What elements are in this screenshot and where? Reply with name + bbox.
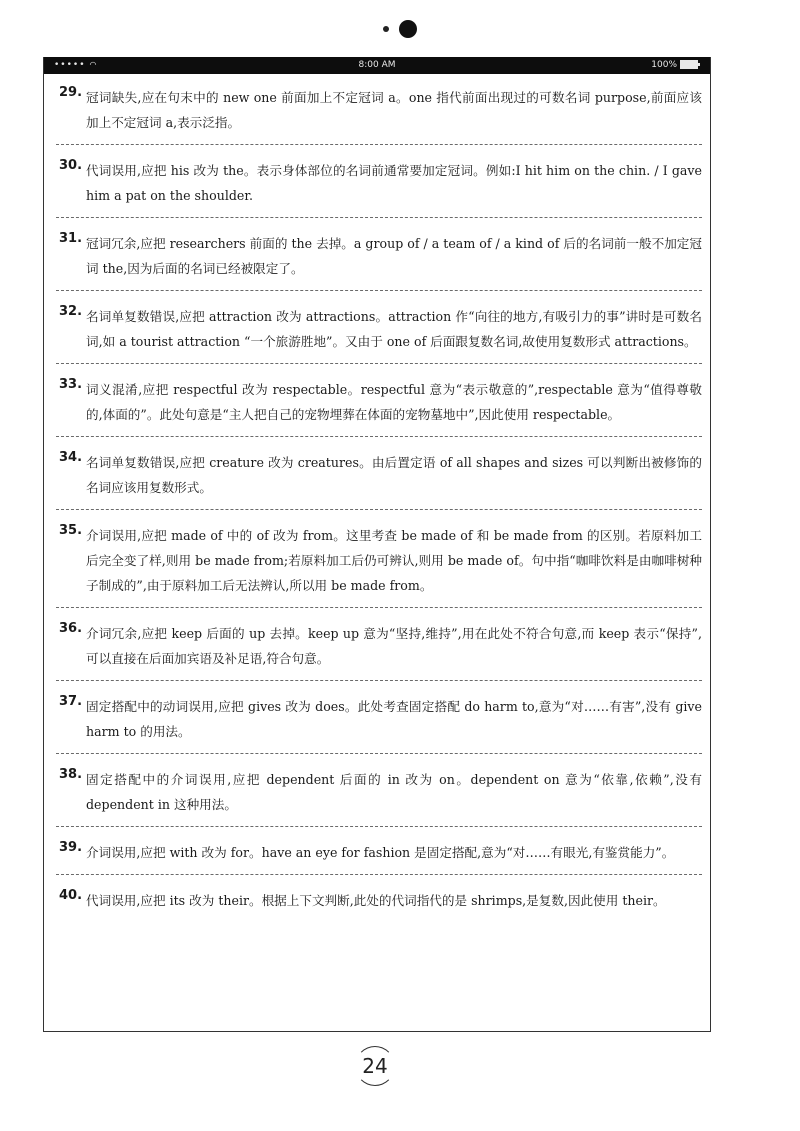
- answer-item: [56, 619, 702, 681]
- item-number: 29.: [59, 85, 83, 100]
- page-number: 24: [353, 1044, 397, 1088]
- item-number: 35.: [59, 523, 83, 538]
- item-number: 31.: [59, 231, 83, 246]
- answer-item: [56, 83, 702, 145]
- answer-item: [56, 521, 702, 608]
- answer-item: [56, 229, 702, 291]
- battery-icon: [680, 60, 698, 69]
- camera-indicator: [0, 18, 800, 38]
- wifi-icon: ◠: [89, 60, 98, 69]
- battery-percent: 100%: [651, 60, 677, 70]
- item-number: 32.: [59, 304, 83, 319]
- item-text: 固定搭配中的介词误用,应把 dependent 后面的 in 改为 on。dependent on 意为“依靠,依赖”,没有 dependent in 这种用法。: [86, 772, 702, 812]
- item-text: 名词单复数错误,应把 creature 改为 creatures。由后置定语 of all shapes and sizes 可以判断出被修饰的名词应该用复数形式。: [86, 455, 702, 495]
- answer-item: [56, 302, 702, 364]
- item-text: 介词误用,应把 with 改为 for。have an eye for fashion 是固定搭配,意为“对……有眼光,有鉴赏能力”。: [86, 845, 675, 860]
- item-text: 介词冗余,应把 keep 后面的 up 去掉。keep up 意为“坚持,维持”,用在此处不符合句意,而 keep 表示“保持”,可以直接在后面加宾语及补足语,符合句意。: [86, 626, 702, 666]
- item-number: 33.: [59, 377, 83, 392]
- item-text: 名词单复数错误,应把 attraction 改为 attractions。attraction 作“向往的地方,有吸引力的事”讲时是可数名词,如 a tourist attraction “一个旅游胜地”。又由于 one of 后面跟复数名词,故使用复数形式 attractions。: [86, 309, 702, 349]
- item-text: 代词误用,应把 his 改为 the。表示身体部位的名词前通常要加定冠词。例如:I hit him on the chin. / I gave him a pat on the shoulder.: [86, 163, 702, 203]
- item-number: 36.: [59, 621, 83, 636]
- answer-item: [56, 765, 702, 827]
- item-text: 代词误用,应把 its 改为 their。根据上下文判断,此处的代词指代的是 shrimps,是复数,因此使用 their。: [86, 893, 666, 908]
- item-number: 38.: [59, 767, 83, 782]
- answer-list: [56, 83, 702, 933]
- answer-item: [56, 692, 702, 754]
- item-number: 37.: [59, 694, 83, 709]
- status-time: 8:00 AM: [358, 60, 396, 70]
- battery-status: [651, 60, 698, 70]
- item-text: 词义混淆,应把 respectful 改为 respectable。respectful 意为“表示敬意的”,respectable 意为“值得尊敬的,体面的”。此处句意是“主人把自己的宠物埋葬在体面的宠物墓地中”,因此使用 respectable。: [86, 382, 702, 422]
- camera-icon: [399, 20, 417, 38]
- item-number: 30.: [59, 158, 83, 173]
- item-text: 固定搭配中的动词误用,应把 gives 改为 does。此处考查固定搭配 do harm to,意为“对……有害”,没有 give harm to 的用法。: [86, 699, 702, 739]
- signal-indicator: ••••• ◠: [54, 60, 98, 70]
- item-number: 34.: [59, 450, 83, 465]
- item-text: 冠词缺失,应在句末中的 new one 前面加上不定冠词 a。one 指代前面出现过的可数名词 purpose,前面应该加上不定冠词 a,表示泛指。: [86, 90, 702, 130]
- answer-item: [56, 448, 702, 510]
- answer-item: [56, 886, 702, 922]
- item-text: 介词误用,应把 made of 中的 of 改为 from。这里考查 be made of 和 be made from 的区别。若原料加工后完全变了样,则用 be made from;若原料加工后仍可辨认,则用 be made of。句中指“咖啡饮料是由咖啡树种子制成的”,由于原料加工后无法辨认,所以用 be made from。: [86, 528, 702, 593]
- answer-item: [56, 156, 702, 218]
- answer-item: [56, 375, 702, 437]
- device-frame: [43, 57, 711, 1032]
- sensor-dot-icon: [383, 26, 389, 32]
- item-number: 40.: [59, 888, 83, 903]
- answer-item: [56, 838, 702, 875]
- status-bar: [44, 57, 710, 74]
- item-text: 冠词冗余,应把 researchers 前面的 the 去掉。a group of / a team of / a kind of 后的名词前一般不加定冠词 the,因为后面的名词已经被限定了。: [86, 236, 702, 276]
- item-number: 39.: [59, 840, 83, 855]
